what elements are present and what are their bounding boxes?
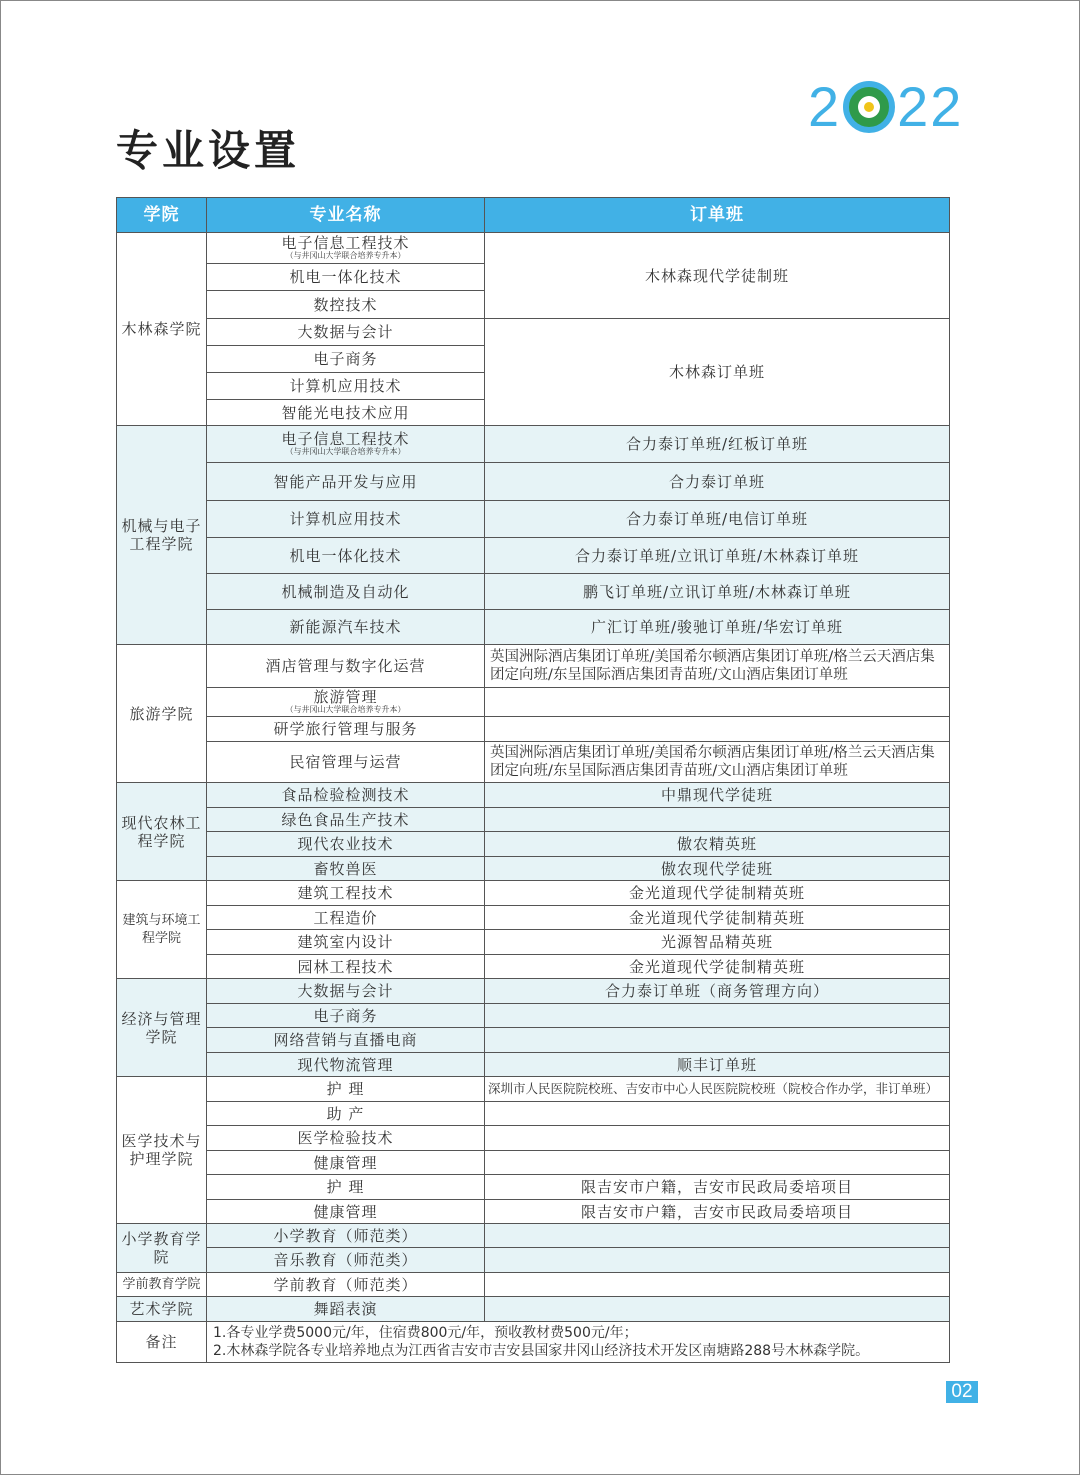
major-cell [207, 881, 485, 906]
year-right: 22 [897, 75, 964, 138]
remark-label: 备注 [117, 1322, 207, 1363]
header-order-class: 订单班 [485, 198, 950, 233]
remark-row [117, 1322, 950, 1363]
order-class-cell [485, 1248, 950, 1273]
major-name: 数控技术 [313, 295, 378, 314]
major-name: 电子信息工程技术 [281, 430, 410, 448]
major-cell [207, 319, 485, 346]
college-cell: 艺术学院 [117, 1297, 207, 1322]
major-cell [207, 574, 485, 610]
order-class-cell: 傲农精英班 [485, 832, 950, 857]
order-class-cell [485, 1151, 950, 1175]
table-header-row [117, 198, 950, 233]
major-name: 护 理 [326, 1080, 365, 1098]
major-name: 大数据与会计 [297, 982, 394, 1000]
major-cell [207, 426, 485, 463]
major-name: 小学教育（师范类） [273, 1226, 418, 1245]
major-cell [207, 808, 485, 832]
majors-table [116, 197, 950, 1363]
order-class-cell [485, 688, 950, 717]
header-college: 学院 [117, 198, 207, 233]
major-cell [207, 400, 485, 426]
major-name: 旅游管理 [313, 688, 378, 706]
major-name: 计算机应用技术 [289, 377, 402, 395]
major-cell [207, 610, 485, 645]
major-cell [207, 742, 485, 783]
remark-line: 1.各专业学费5000元/年，住宿费800元/年，预收教材费500元/年； [213, 1325, 638, 1341]
year-left: 2 [808, 75, 842, 138]
order-class-cell: 木林森现代学徒制班 [485, 233, 950, 319]
table-row [117, 233, 950, 264]
major-name: 现代农业技术 [297, 835, 394, 853]
table-row [117, 930, 950, 955]
major-name: 健康管理 [313, 1202, 378, 1221]
table-row [117, 857, 950, 881]
order-class-cell: 傲农现代学徒班 [485, 857, 950, 881]
order-class-cell: 木林森订单班 [485, 319, 950, 426]
major-cell [207, 1297, 485, 1322]
major-name: 大数据与会计 [297, 323, 394, 341]
major-note: （与井冈山大学联合培养专升本） [285, 705, 406, 714]
table-row [117, 1248, 950, 1273]
college-cell: 小学教育学院 [117, 1224, 207, 1273]
table-row [117, 881, 950, 906]
remark-line: 2.木林森学院各专业培养地点为江西省吉安市吉安县国家井冈山经济技术开发区南塘路288号木林森学院。 [213, 1343, 870, 1359]
table-row [117, 610, 950, 645]
college-cell: 现代农林工程学院 [117, 783, 207, 881]
major-name: 民宿管理与运营 [289, 753, 402, 771]
major-cell [207, 233, 485, 264]
major-cell [207, 1248, 485, 1273]
major-note: （与井冈山大学联合培养专升本） [285, 447, 406, 456]
table-row [117, 538, 950, 574]
table-row [117, 574, 950, 610]
table-row [117, 1028, 950, 1053]
major-name: 园林工程技术 [297, 957, 394, 976]
major-cell [207, 832, 485, 857]
major-cell [207, 1224, 485, 1248]
order-class-cell: 深圳市人民医院院校班、吉安市中心人民医院院校班（院校合作办学，非订单班） [485, 1077, 950, 1102]
table-row [117, 832, 950, 857]
major-cell [207, 501, 485, 538]
order-class-cell: 顺丰订单班 [485, 1053, 950, 1077]
major-cell [207, 1151, 485, 1175]
college-cell: 经济与管理学院 [117, 979, 207, 1077]
order-class-cell: 英国洲际酒店集团订单班/美国希尔顿酒店集团订单班/格兰云天酒店集团定向班/东呈国际酒店集团青苗班/文山酒店集团订单班 [485, 742, 950, 783]
header-major: 专业名称 [207, 198, 485, 233]
major-cell [207, 1126, 485, 1151]
order-class-cell: 合力泰订单班/红板订单班 [485, 426, 950, 463]
major-name: 智能产品开发与应用 [273, 472, 418, 491]
major-note: （与井冈山大学联合培养专升本） [285, 251, 406, 260]
order-class-cell: 合力泰订单班/电信订单班 [485, 501, 950, 538]
table-row [117, 1273, 950, 1297]
page-title: 专业设置 [116, 126, 301, 175]
major-name: 电子商务 [313, 1006, 378, 1025]
major-cell [207, 1175, 485, 1200]
school-emblem-icon [843, 81, 895, 133]
major-name: 健康管理 [313, 1153, 378, 1172]
page-number: 02 [946, 1381, 978, 1403]
major-cell [207, 857, 485, 881]
order-class-cell: 中鼎现代学徒班 [485, 783, 950, 808]
order-class-cell [485, 1273, 950, 1297]
order-class-cell [485, 1102, 950, 1126]
order-class-cell: 金光道现代学徒制精英班 [485, 881, 950, 906]
order-class-cell [485, 717, 950, 742]
major-name: 机电一体化技术 [289, 268, 402, 286]
table-row [117, 1053, 950, 1077]
major-name: 医学检验技术 [297, 1129, 394, 1147]
college-cell: 医学技术与护理学院 [117, 1077, 207, 1224]
order-class-cell: 金光道现代学徒制精英班 [485, 955, 950, 979]
major-name: 智能光电技术应用 [281, 403, 410, 422]
major-name: 舞蹈表演 [313, 1300, 378, 1318]
major-name: 机电一体化技术 [289, 546, 402, 565]
college-cell: 旅游学院 [117, 645, 207, 783]
major-name: 护 理 [326, 1178, 365, 1196]
table-row [117, 955, 950, 979]
major-cell [207, 717, 485, 742]
table-row [117, 808, 950, 832]
major-name: 计算机应用技术 [289, 510, 402, 528]
order-class-cell: 合力泰订单班 [485, 463, 950, 501]
major-cell [207, 1273, 485, 1297]
order-class-cell: 鹏飞订单班/立讯订单班/木林森订单班 [485, 574, 950, 610]
table-row [117, 463, 950, 501]
major-cell [207, 1077, 485, 1102]
table-row [117, 501, 950, 538]
order-class-cell [485, 1297, 950, 1322]
order-class-cell [485, 1126, 950, 1151]
order-class-cell [485, 1224, 950, 1248]
order-class-cell: 限吉安市户籍，吉安市民政局委培项目 [485, 1200, 950, 1224]
table-row [117, 1102, 950, 1126]
order-class-cell: 限吉安市户籍，吉安市民政局委培项目 [485, 1175, 950, 1200]
table-row [117, 688, 950, 717]
college-cell: 学前教育学院 [117, 1273, 207, 1297]
major-name: 新能源汽车技术 [289, 618, 402, 636]
order-class-cell: 合力泰订单班/立讯订单班/木林森订单班 [485, 538, 950, 574]
remark-text [207, 1322, 950, 1363]
major-cell [207, 463, 485, 501]
major-cell [207, 979, 485, 1004]
major-cell [207, 1102, 485, 1126]
major-cell [207, 291, 485, 319]
year-logo [808, 74, 963, 139]
table-row [117, 1175, 950, 1200]
major-name: 电子信息工程技术 [281, 234, 410, 252]
major-cell [207, 1200, 485, 1224]
major-cell [207, 373, 485, 400]
major-cell [207, 930, 485, 955]
major-name: 学前教育（师范类） [273, 1275, 418, 1294]
major-name: 电子商务 [313, 350, 378, 368]
table-row [117, 717, 950, 742]
college-cell: 机械与电子工程学院 [117, 426, 207, 645]
table-row [117, 1126, 950, 1151]
order-class-cell: 金光道现代学徒制精英班 [485, 906, 950, 930]
major-name: 畜牧兽医 [313, 859, 378, 878]
major-cell [207, 264, 485, 291]
major-name: 食品检验检测技术 [281, 786, 410, 804]
table-row [117, 783, 950, 808]
major-name: 现代物流管理 [297, 1055, 394, 1074]
order-class-cell: 英国洲际酒店集团订单班/美国希尔顿酒店集团订单班/格兰云天酒店集团定向班/东呈国际酒店集团青苗班/文山酒店集团订单班 [485, 645, 950, 688]
major-cell [207, 346, 485, 373]
major-cell [207, 1028, 485, 1053]
table-row [117, 319, 950, 346]
table-row [117, 1004, 950, 1028]
table-row [117, 426, 950, 463]
major-name: 研学旅行管理与服务 [273, 720, 418, 738]
major-name: 音乐教育（师范类） [273, 1251, 418, 1269]
major-name: 建筑工程技术 [297, 884, 394, 902]
table-row [117, 1200, 950, 1224]
table-row [117, 1077, 950, 1102]
major-name: 工程造价 [313, 908, 378, 927]
major-name: 助 产 [326, 1104, 365, 1123]
table-row [117, 906, 950, 930]
table-row [117, 1297, 950, 1322]
table-row [117, 742, 950, 783]
college-cell: 建筑与环境工程学院 [117, 881, 207, 979]
major-cell [207, 1004, 485, 1028]
order-class-cell: 合力泰订单班（商务管理方向） [485, 979, 950, 1004]
table-row [117, 979, 950, 1004]
major-name: 机械制造及自动化 [281, 582, 410, 601]
major-cell [207, 955, 485, 979]
order-class-cell [485, 1028, 950, 1053]
order-class-cell: 广汇订单班/骏驰订单班/华宏订单班 [485, 610, 950, 645]
major-name: 酒店管理与数字化运营 [265, 657, 426, 675]
major-cell [207, 783, 485, 808]
major-cell [207, 688, 485, 717]
major-name: 绿色食品生产技术 [281, 810, 410, 829]
major-cell [207, 1053, 485, 1077]
table-row [117, 645, 950, 688]
order-class-cell: 光源智品精英班 [485, 930, 950, 955]
major-name: 建筑室内设计 [297, 933, 394, 951]
order-class-cell [485, 808, 950, 832]
order-class-cell [485, 1004, 950, 1028]
major-cell [207, 906, 485, 930]
major-cell [207, 538, 485, 574]
table-row [117, 1224, 950, 1248]
major-name: 网络营销与直播电商 [273, 1031, 418, 1049]
table-row [117, 1151, 950, 1175]
college-cell: 木林森学院 [117, 233, 207, 426]
major-cell [207, 645, 485, 688]
